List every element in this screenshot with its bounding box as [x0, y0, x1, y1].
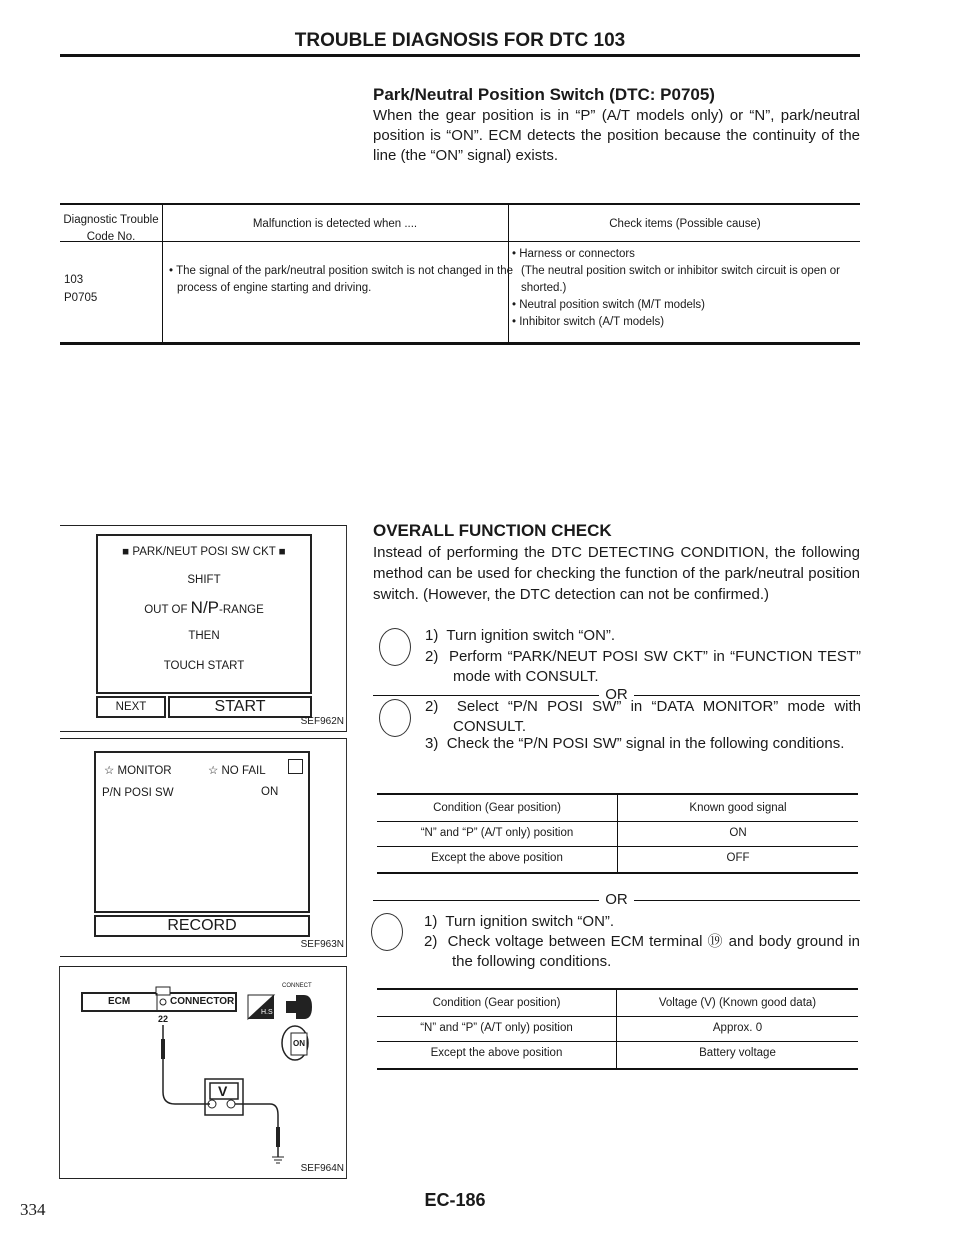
malfunction-text: • The signal of the park/neutral position switch is not changed in the process of engine starting and driving.: [169, 265, 513, 294]
table3-cell: Battery voltage: [699, 1047, 776, 1059]
header-malfunction: Malfunction is detected when ....: [252, 218, 418, 230]
section-title: Park/Neutral Position Switch (DTC: P0705): [373, 85, 715, 104]
figure-function-test: [60, 525, 347, 732]
step-a2: 2) Perform “PARK/NEUT POSI SW CKT” in “FUNCTION TEST” mode with CONSULT.: [425, 648, 861, 685]
screen-text-then: THEN: [188, 630, 220, 642]
or-divider: OR: [373, 891, 860, 908]
or-divider: OR: [373, 686, 860, 703]
page-number: 334: [20, 1200, 46, 1219]
screen-text-shift: SHIFT: [187, 574, 221, 586]
terminal-number: 22: [158, 1014, 169, 1024]
figure-tag: SEF963N: [300, 939, 344, 950]
consult-icon: [379, 699, 411, 737]
checkbox[interactable]: [288, 759, 303, 774]
figure-tag: SEF964N: [300, 1163, 344, 1174]
header-rule: [60, 54, 860, 57]
consult-screen: [96, 534, 312, 694]
figure-data-monitor: [60, 738, 347, 957]
monitor-label: ☆ MONITOR: [104, 765, 172, 777]
connector-label: CONNECTOR: [170, 996, 235, 1007]
ecm-label: ECM: [108, 996, 131, 1007]
voltmeter-icon: V: [218, 1083, 228, 1099]
table2-header: Known good signal: [689, 802, 787, 814]
hs-label: H.S: [261, 1009, 273, 1016]
step-b2: 2) Select “P/N POSI SW” in “DATA MONITOR” mode with CONSULT.: [425, 698, 861, 735]
overall-intro: Instead of performing the DTC DETECTING CONDITION, the following method can be used for checking the function of the park/neutral position switch. (However, the DTC detection can not be confirmed.): [373, 544, 860, 603]
voltmeter-check-icon: [371, 913, 403, 951]
dtc-code-p: P0705: [64, 292, 98, 304]
table2-cell: “N” and “P” (A/T only) position: [420, 827, 574, 839]
table3-header: Condition (Gear position): [432, 997, 561, 1009]
record-button[interactable]: RECORD: [94, 915, 310, 937]
monitor-screen: [94, 751, 310, 913]
table2-cell: ON: [729, 827, 747, 839]
step-c2: 2) Check voltage between ECM terminal ⑲ and body ground in the following conditions.: [424, 933, 860, 970]
header-check-items: Check items (Possible cause): [609, 218, 761, 230]
screen-text-touch: TOUCH START: [163, 660, 245, 672]
monitor-value: ON: [261, 786, 279, 798]
ignition-on-icon: ON: [293, 1039, 305, 1048]
page-code: EC-186: [424, 1190, 486, 1210]
no-fail-label: ☆ NO FAIL: [208, 765, 266, 777]
table3-cell: Except the above position: [430, 1047, 563, 1059]
step-c1: 1) Turn ignition switch “ON”.: [424, 913, 615, 930]
table3-cell: Approx. 0: [712, 1022, 763, 1034]
section-intro: When the gear position is in “P” (A/T models only) or “N”, park/neutral position is “ON”. ECM detects the position because the continuity of the line (the “ON” signal) exists.: [373, 107, 860, 164]
header-dtc: Diagnostic Trouble Code No.: [63, 214, 159, 243]
figure-voltage-check: [59, 966, 347, 1179]
connect-label: CONNECT: [282, 983, 312, 989]
overall-title: OVERALL FUNCTION CHECK: [373, 521, 612, 540]
screen-title: ■ PARK/NEUT POSI SW CKT ■: [122, 546, 286, 558]
start-button[interactable]: START: [168, 696, 312, 718]
screen-text-range: OUT OF N/P-RANGE: [144, 598, 264, 617]
next-button[interactable]: NEXT: [96, 696, 166, 718]
consult-icon: [379, 628, 411, 666]
monitor-item: P/N POSI SW: [102, 787, 174, 799]
dtc-code: 103: [64, 274, 84, 286]
figure-tag: SEF962N: [300, 716, 344, 727]
table2-cell: OFF: [726, 852, 750, 864]
table3-cell: “N” and “P” (A/T only) position: [420, 1022, 573, 1034]
step-b3: 3) Check the “P/N POSI SW” signal in the following conditions.: [425, 735, 845, 752]
table2-cell: Except the above position: [431, 852, 563, 864]
page-header-title: TROUBLE DIAGNOSIS FOR DTC 103: [294, 30, 626, 51]
step-a1: 1) Turn ignition switch “ON”.: [425, 627, 616, 644]
check-items-list: • Harness or connectors (The neutral position switch or inhibitor switch circuit is open or shorted.) • Neutral position switch (M/T models) • Inhibitor switch (A/T models): [512, 248, 840, 328]
table2-header: Condition (Gear position): [433, 802, 561, 814]
table3-header: Voltage (V) (Known good data): [658, 997, 817, 1009]
